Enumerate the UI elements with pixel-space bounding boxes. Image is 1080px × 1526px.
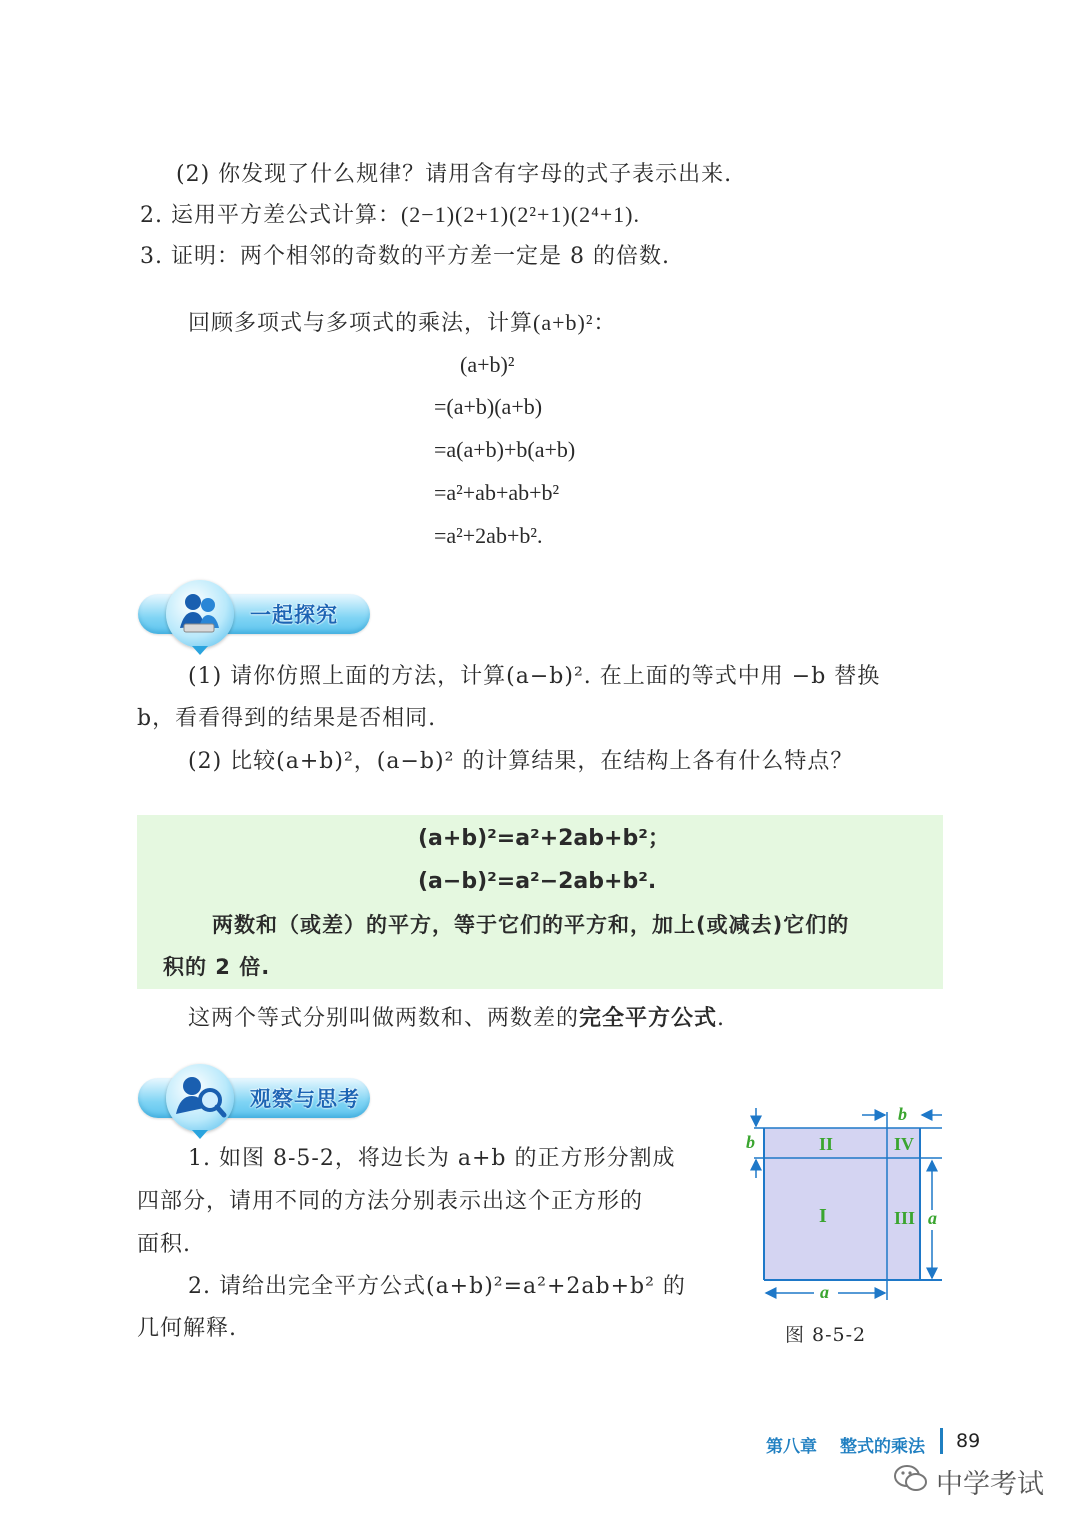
exercise-q2-text: 2. 运用平方差公式计算： [140, 203, 401, 228]
explore-p2: (2) 比较(a+b)²，(a−b)² 的计算结果，在结构上各有什么特点？ [188, 749, 854, 774]
review-step-2: =(a+b)(a+b) [434, 394, 543, 419]
footer-chapter: 第八章 [766, 1437, 817, 1457]
exercise-q1-part2: (2) 你发现了什么规律？请用含有字母的式子表示出来. [176, 162, 733, 187]
review-step-4: =a²+ab+ab+b² [434, 480, 560, 505]
exercise-q2 [140, 200, 640, 231]
conclusion-term: 完全平方公式 [579, 1006, 718, 1031]
formula-1: (a+b)²=a²+2ab+b²； [418, 826, 670, 851]
region-II-label: II [819, 1134, 834, 1154]
page-number: 89 [956, 1430, 981, 1452]
left-b-label: b [746, 1132, 755, 1152]
magnifier-person-icon [166, 1064, 234, 1132]
review-intro [188, 308, 616, 339]
explore-p1-line1: (1) 请你仿照上面的方法，计算(a−b)². 在上面的等式中用 −b 替换 [188, 664, 881, 689]
observe-q1-line2: 四部分，请用不同的方法分别表示出这个正方形的 [137, 1189, 644, 1214]
region-III-label: III [894, 1208, 916, 1228]
explore-badge [138, 584, 378, 640]
review-step-1: (a+b)² [460, 352, 515, 377]
review-intro-expression: (a+b)²： [533, 310, 617, 335]
watermark-text: 中学考试 [936, 1469, 1044, 1500]
group-study-icon [166, 580, 234, 648]
review-intro-text: 回顾多项式与多项式的乘法，计算 [188, 311, 534, 336]
top-b-label: b [898, 1104, 907, 1124]
observe-badge-title: 观察与思考 [250, 1087, 360, 1111]
right-a-label: a [928, 1208, 937, 1228]
observe-q2-line1: 2. 请给出完全平方公式(a+b)²=a²+2ab+b² 的 [188, 1274, 686, 1299]
formula-rule-line2: 积的 2 倍. [163, 955, 271, 979]
formula-2: (a−b)²=a²−2ab+b². [418, 869, 657, 894]
conclusion [188, 1004, 725, 1034]
conclusion-end: . [717, 1006, 726, 1031]
region-I-label: I [819, 1205, 827, 1227]
observe-badge [138, 1068, 378, 1124]
wechat-icon [893, 1463, 929, 1495]
formula-rule-line1: 两数和（或差）的平方，等于它们的平方和，加上(或减去)它们的 [212, 913, 850, 937]
observe-q1-line1: 1. 如图 8-5-2，将边长为 a+b 的正方形分割成 [188, 1146, 676, 1171]
observe-q2-line2: 几何解释. [137, 1316, 237, 1341]
exercise-q2-expression: (2−1)(2+1)(2²+1)(2⁴+1). [400, 202, 640, 227]
explore-badge-title: 一起探究 [250, 603, 338, 627]
review-step-5: =a²+2ab+b². [434, 523, 543, 548]
review-step-3: =a(a+b)+b(a+b) [434, 437, 576, 462]
explore-p1-line2: b，看看得到的结果是否相同. [137, 706, 437, 731]
observe-q1-line3: 面积. [137, 1232, 191, 1257]
footer-chapter-title: 整式的乘法 [840, 1437, 925, 1457]
exercise-q3: 3. 证明：两个相邻的奇数的平方差一定是 8 的倍数. [140, 244, 670, 269]
bottom-a-label: a [820, 1282, 829, 1302]
figure-8-5-2 [742, 1100, 952, 1310]
conclusion-text: 这两个等式分别叫做两数和、两数差的 [188, 1006, 580, 1031]
figure-caption: 图 8-5-2 [785, 1324, 867, 1346]
region-IV-label: IV [894, 1134, 915, 1154]
footer-divider [940, 1428, 943, 1454]
